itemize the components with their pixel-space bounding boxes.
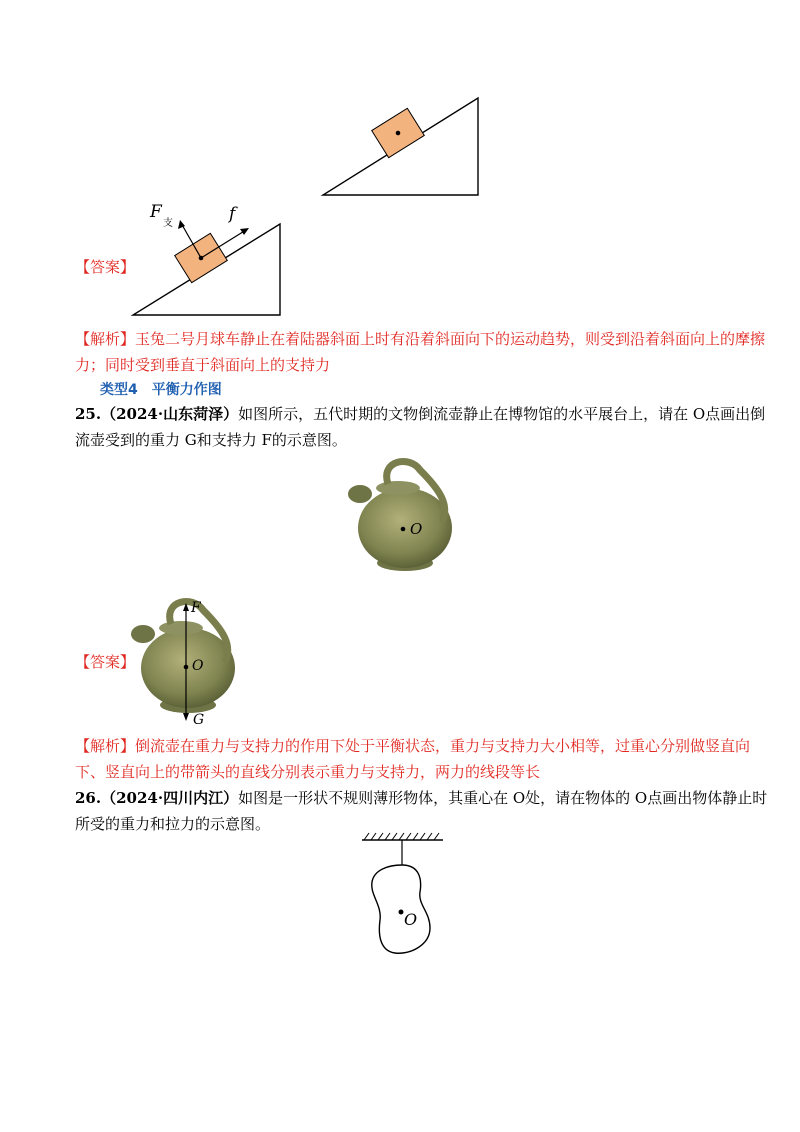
answer-O-label: O — [192, 658, 204, 674]
answer-tag-2: 【答案】 — [75, 653, 136, 671]
analysis-2-line2: 下、竖直向上的带箭头的直线分别表示重力与支持力，两力的线段等长 — [75, 763, 541, 781]
analysis-tag-1: 【解析】 — [75, 330, 136, 348]
q25-line2: 流壶受到的重力 G和支持力 F的示意图。 — [75, 431, 347, 449]
answer-G-label: G — [193, 712, 205, 728]
answer-tag-1: 【答案】 — [75, 258, 136, 276]
support-force-subscript: 支 — [163, 218, 173, 229]
analysis-tag-2: 【解析】 — [75, 737, 136, 755]
analysis-1-text1: 玉兔二号月球车静止在着陆器斜面上时有沿着斜面向下的运动趋势，则受到沿着斜面向上的摩擦 — [135, 330, 766, 348]
q26-line2: 所受的重力和拉力的示意图。 — [75, 815, 271, 833]
analysis-1-line2: 力；同时受到垂直于斜面向上的支持力 — [75, 356, 331, 374]
friction-label: f — [229, 204, 236, 224]
q26-point-label: O — [404, 910, 418, 929]
q25-number: 25. — [75, 405, 102, 423]
q26-text1: 如图是一形状不规则薄形物体，其重心在 O处，请在物体的 O点画出物体静止时 — [238, 789, 768, 807]
analysis-2-text1: 倒流壶在重力与支持力的作用下处于平衡状态，重力与支持力大小相等，过重心分别做竖直向 — [135, 737, 751, 755]
q25-point-label: O — [410, 520, 423, 538]
q26-number: 26. — [75, 789, 102, 807]
q25-text1: 如图所示，五代时期的文物倒流壶静止在博物馆的水平展台上，请在 O点画出倒 — [238, 405, 766, 423]
q26-source: （2024·四川内江） — [101, 789, 239, 807]
section-title: 类型4 平衡力作图 — [100, 382, 222, 398]
q25-source: （2024·山东菏泽） — [101, 405, 239, 423]
answer-F-label: F — [191, 600, 201, 616]
support-force-label: F — [150, 202, 162, 222]
